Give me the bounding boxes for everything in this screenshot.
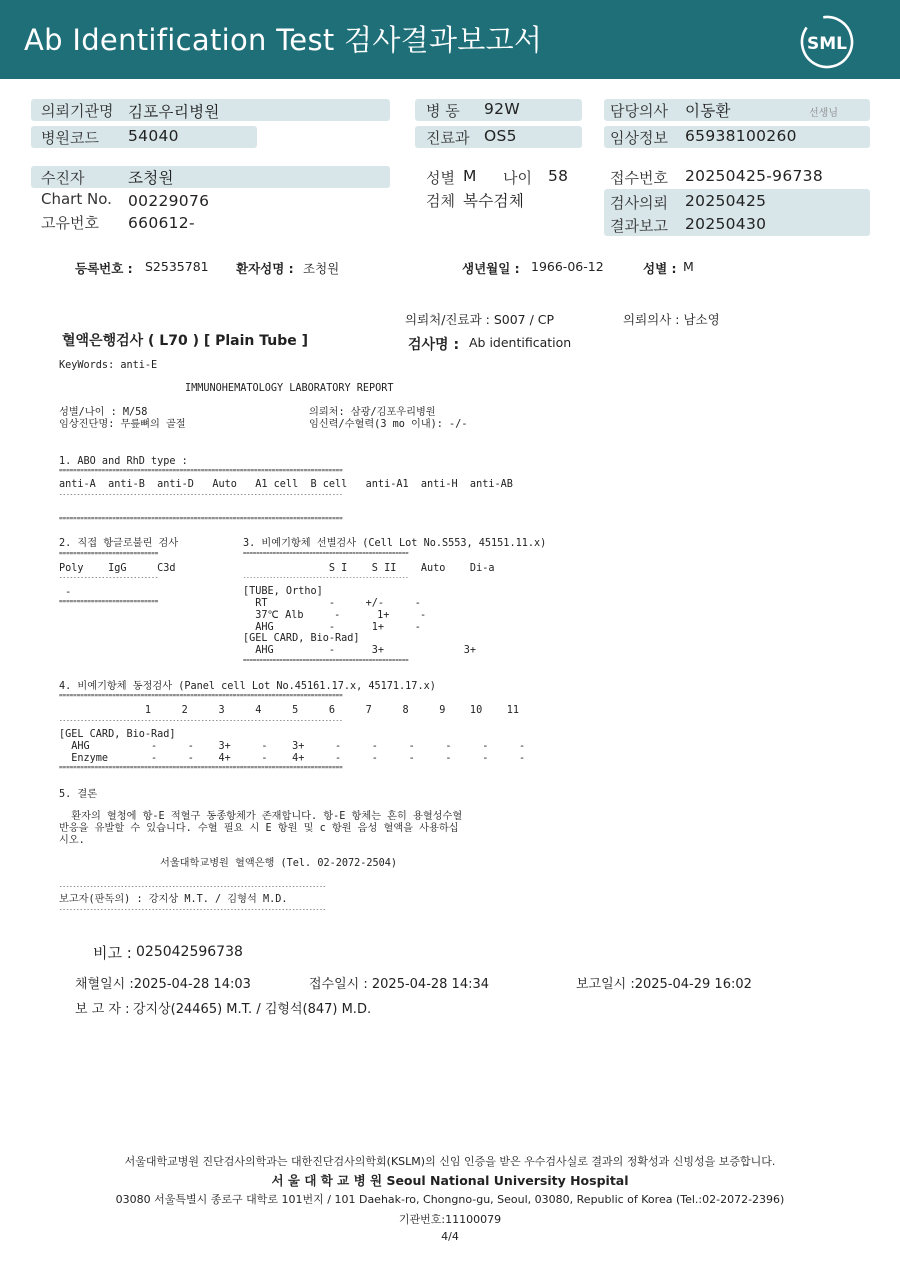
page-number: 4/4 [441,1230,459,1243]
receive-time: 접수일시 : 2025-04-28 14:34 [309,977,490,992]
dash-line: ------------------------------------------------------------------------------ [59,884,327,890]
section-3-row: AHG - 1+ - [243,622,421,633]
sex-label: 성별 [426,169,455,187]
receipt-value: 20250425-96738 [685,167,823,185]
code-value: 54040 [128,127,179,145]
section-5-title: 5. 결론 [59,789,98,800]
patient-value: 조청원 [128,169,174,187]
reporter2-value: 강지상(24465) M.T. / 김형석(847) M.D. [133,1002,372,1017]
section-3-row: AHG - 3+ 3+ [243,645,477,656]
section-3-row: [GEL CARD, Bio-Rad] [243,633,360,644]
uid-label: 고유번호 [41,214,99,232]
section-4-rule: ================================================================================ [59,693,343,699]
footer-address: 03080 서울특별시 종로구 대학로 101번지 / 101 Daehak-ro, Chongno-gu, Seoul, 03080, Republic of Korea (Tel.:02-2072-2396) [115,1193,785,1206]
chart-label: Chart No. [41,190,112,208]
section-1-dash: -------------------------------------------------------------------------------- [59,492,343,498]
ward-label: 병 동 [426,102,460,120]
clinical-value: 65938100260 [685,127,797,145]
dob-label: 생년월일 : [462,261,520,276]
report-date-label: 결과보고 [610,217,668,235]
doctor-value: 이동환 [685,102,731,120]
keywords: KeyWords: anti-E [59,360,158,371]
section-4-rule-bottom: ================================================================================ [59,765,343,771]
ref-doctor: 의뢰의사 : 남소영 [623,312,720,327]
name-value: 조청원 [303,261,340,276]
reporter2-label: 보 고 자 : [75,1002,130,1017]
request-value: 20250425 [685,192,767,210]
section-1-rule: ================================================================================ [59,468,343,474]
section-2-value: - [59,587,72,598]
doctor-suffix: 선생님 [809,108,838,119]
conclusion-line: 시오. [59,835,85,846]
test-title: 혈액은행검사 ( L70 ) [ Plain Tube ] [62,333,309,349]
doctor-label: 담당의사 [610,102,668,120]
footer-certification: 서울대학교병원 진단검사의학과는 대한진단검사의학회(KSLM)의 신임 인증을 받은 우수검사실로 결과의 정확성과 신빙성을 보증합니다. [124,1155,776,1168]
section-3-row: 37℃ Alb - 1+ - [243,610,427,621]
section-3-dash: -------------------------------------------------- [243,575,409,581]
sex-value: M [463,167,477,185]
scan-sex-value: M [683,259,694,274]
sex-age: 성별/나이 : M/58 [59,407,148,418]
sml-logo [798,13,856,71]
reporter: 보고자(판독의) : 강지상 M.T. / 김형석 M.D. [59,894,288,905]
section-2-columns: Poly IgG C3d [59,563,176,574]
pregnancy: 임신력/수혈력(3 mo 이내): -/- [309,419,468,430]
conclusion-line: 환자의 혈청에 항-E 적혈구 동종항체가 존재합니다. 항-E 항체는 흔히 용혈성수혈 [59,811,463,822]
report-date-value: 20250430 [685,215,767,233]
report-header [0,0,900,79]
report-title: Ab Identification Test 검사결과보고서 [24,23,543,57]
section-3-rule: ================================================== [243,551,409,557]
report-time: 보고일시 :2025-04-29 16:02 [576,977,752,992]
diagnosis: 임상진단명: 무릎뼈의 골절 [59,419,186,430]
collect-time: 채혈일시 :2025-04-28 14:03 [75,977,251,992]
clinical-label: 임상정보 [610,129,668,147]
lab-report-title: IMMUNOHEMATOLOGY LABORATORY REPORT [185,383,394,394]
patient-bar [31,166,390,188]
section-2-title: 2. 직접 항글로불린 검사 [59,538,179,549]
name-label: 환자성명 : [236,261,294,276]
section-2-rule: ============================ [59,551,159,557]
note-label: 비고 : [93,944,132,962]
section-2-rule-bottom: ============================ [59,599,159,605]
hospital-value: 김포우리병원 [128,103,220,121]
section-4-title: 4. 비예기항체 동정검사 (Panel cell Lot No.45161.17.x, 45171.17.x) [59,681,436,692]
hospital-label: 의뢰기관명 [41,102,114,120]
specimen-label: 검체 [426,192,455,210]
footer-institution-number: 기관번호:11100079 [398,1213,502,1226]
note-value: 025042596738 [136,944,243,960]
chart-value: 00229076 [128,192,210,210]
age-value: 58 [548,167,569,185]
section-1-columns: anti-A anti-B anti-D Auto A1 cell B cell anti-A1 anti-H anti-AB [59,479,513,490]
blood-bank: 서울대학교병원 혈액은행 (Tel. 02-2072-2504) [160,858,398,869]
scan-sex-label: 성별 : [643,261,677,276]
reg-label: 등록번호 : [75,261,133,276]
request-label: 검사의뢰 [610,194,668,212]
section-4-row: AHG - - 3+ - 3+ - - - - - - [59,741,526,752]
dept-value: OS5 [484,127,517,145]
ref-hospital: 의뢰처: 삼광/김포우리병원 [309,407,436,418]
reg-value: S2535781 [145,259,209,274]
dash-line: ------------------------------------------------------------------------------ [59,907,327,913]
logo-text: SML [807,34,847,54]
section-2-dash: ---------------------------- [59,575,159,581]
referrer: 의뢰처/진료과 : S007 / CP [405,312,555,327]
uid-value: 660612- [128,214,195,232]
test-name-value: Ab identification [469,335,572,350]
section-3-row: [TUBE, Ortho] [243,586,323,597]
age-label: 나이 [503,169,532,187]
ward-value: 92W [484,100,520,118]
section-3-row: RT - +/- - [243,598,421,609]
dob-value: 1966-06-12 [531,259,604,274]
section-4-dash: -------------------------------------------------------------------------------- [59,718,343,724]
section-3-title: 3. 비예기항체 선별검사 (Cell Lot No.S553, 45151.11.x) [243,538,547,549]
section-4-row: [GEL CARD, Bio-Rad] [59,729,176,740]
patient-label: 수진자 [41,169,85,187]
footer-hospital-name: 서 울 대 학 교 병 원 Seoul National University Hospital [271,1173,629,1188]
dept-label: 진료과 [426,129,470,147]
code-label: 병원코드 [41,129,99,147]
section-1-title: 1. ABO and RhD type : [59,456,188,467]
conclusion-line: 반응을 유발할 수 있습니다. 수혈 필요 시 E 항원 및 c 항원 음성 혈액을 사용하십 [59,823,459,834]
test-name-label: 검사명 : [408,337,460,353]
section-4-row: Enzyme - - 4+ - 4+ - - - - - - [59,753,526,764]
specimen-value: 복수검체 [463,192,525,210]
section-3-columns: S I S II Auto Di-a [243,563,495,574]
section-1-rule-bottom: ================================================================================ [59,516,343,522]
receipt-label: 접수번호 [610,169,668,187]
section-3-rule-bottom: ================================================== [243,658,409,664]
section-4-columns: 1 2 3 4 5 6 7 8 9 10 11 [59,705,520,716]
